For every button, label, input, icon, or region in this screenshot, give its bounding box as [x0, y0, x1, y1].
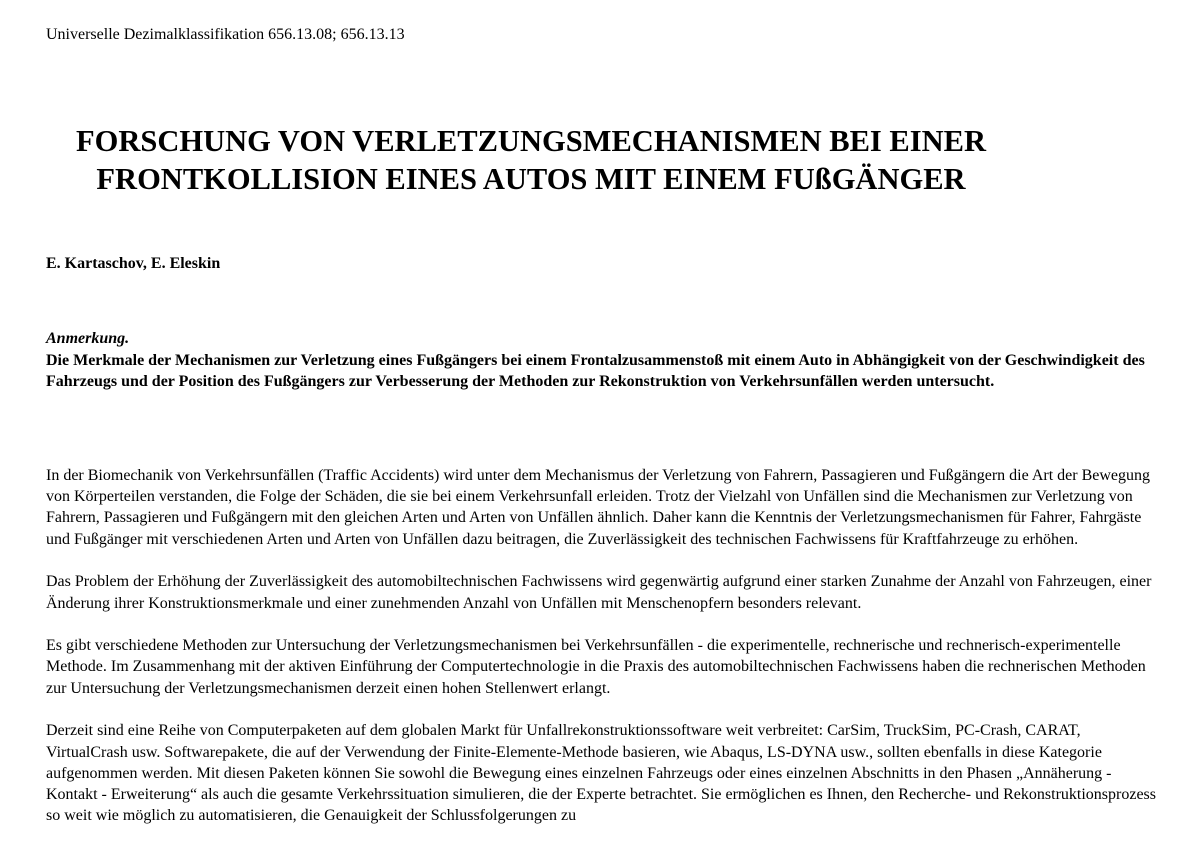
- paragraph: Derzeit sind eine Reihe von Computerpaketen auf dem globalen Markt für Unfallrekonstruktionssoftware weit verbreitet: CarSim, TruckSim, PC-Crash, CARAT, VirtualCrash usw. Softwarepakete, die auf der Verwendung der Finite-Elemente-Methode basieren, wie Abaqus, LS-DYNA usw., sollten ebenfalls in diese Kategorie aufgenommen werden. Mit diesen Paketen können Sie sowohl die Bewegung eines einzelnen Fahrzeugs oder eines einzelnen Abschnitts in den Phasen „Annäherung - Kontakt - Erweiterung“ als auch die gesamte Verkehrssituation simulieren, die der Experte betrachtet. Sie ermöglichen es Ihnen, den Recherche- und Rekonstruktionsprozess so weit wie möglich zu automatisieren, die Genauigkeit der Schlussfolgerungen zu: [46, 722, 1157, 825]
- paragraph: In der Biomechanik von Verkehrsunfällen (Traffic Accidents) wird unter dem Mechanismus der Verletzung von Fahrern, Passagieren und Fußgängern die Art der Bewegung von Körperteilen verstanden, die Folge der Schäden, die sie bei einem Verkehrsunfall erleiden. Trotz der Vielzahl von Unfällen sind die Mechanismen zur Verletzung von Fahrern, Passagieren und Fußgängern mit den gleichen Arten und Arten von Unfällen ähnlich. Daher kann die Kenntnis der Verletzungsmechanismen für Fahrer, Fahrgäste und Fußgänger mit verschiedenen Arten und Arten von Unfällen dazu beitragen, die Zuverlässigkeit des technischen Fachwissens für Kraftfahrzeuge zu erhöhen.: [46, 467, 1151, 548]
- abstract-label: Anmerkung.: [46, 330, 130, 347]
- paragraph: Das Problem der Erhöhung der Zuverlässigkeit des automobiltechnischen Fachwissens wird gegenwärtig aufgrund einer starken Zunahme der Anzahl von Fahrzeugen, einer Änderung ihrer Konstruktionsmerkmale und einer zunehmenden Anzahl von Unfällen mit Menschenopfern besonders relevant.: [46, 573, 1152, 612]
- paper-title-line-1: FORSCHUNG VON VERLETZUNGSMECHANISMEN BEI EINER: [75, 124, 987, 158]
- abstract-text: Die Merkmale der Mechanismen zur Verletzung eines Fußgängers bei einem Frontalzusammenstoß mit einem Auto in Abhängigkeit von der Geschwindigkeit des Fahrzeugs und der Position des Fußgängers zur Verbesserung der Methoden zur Rekonstruktion von Verkehrsunfällen werden untersucht.: [46, 351, 1145, 390]
- paragraph: Es gibt verschiedene Methoden zur Untersuchung der Verletzungsmechanismen bei Verkehrsunfällen - die experimentelle, rechnerische und rechnerisch-experimentelle Methode. Im Zusammenhang mit der aktiven Einführung der Computertechnologie in die Praxis des automobiltechnischen Fachwissens haben die rechnerischen Methoden zur Untersuchung der Verletzungsmechanismen derzeit einen hohen Stellenwert erlangt.: [46, 637, 1146, 697]
- paper-title: [46, 122, 1016, 198]
- paper-title-line-2: FRONTKOLLISION EINES AUTOS MIT EINEM FUßGÄNGER: [96, 162, 966, 196]
- abstract: [46, 328, 1156, 393]
- authors: E. Kartaschov, E. Eleskin: [46, 255, 221, 272]
- body-text: [46, 465, 1160, 848]
- udc-classification: Universelle Dezimalklassifikation 656.13.08; 656.13.13: [46, 26, 405, 43]
